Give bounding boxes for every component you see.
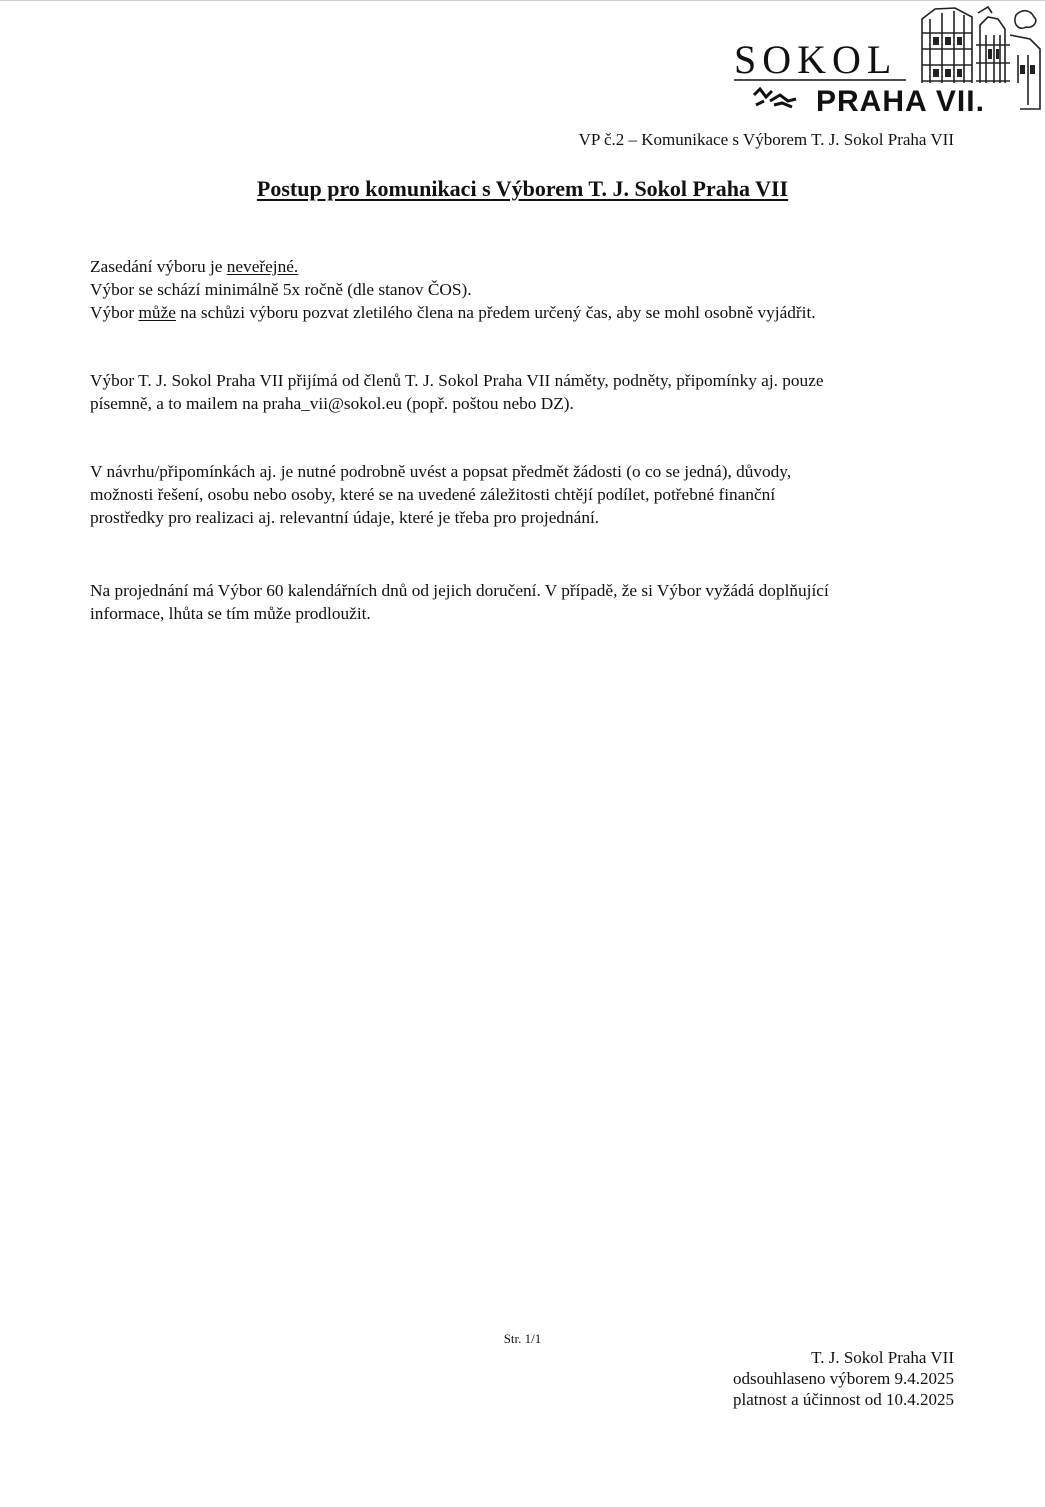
- document-reference: VP č.2 – Komunikace s Výborem T. J. Sokol Praha VII: [578, 130, 954, 149]
- invite-text-suffix: na schůzi výboru pozvat zletilého člena na předem určený čas, aby se mohl osobně vyjádřit.: [175, 303, 816, 322]
- sokol-logo-graphic: [730, 5, 1045, 117]
- document-title: Postup pro komunikaci s Výborem T. J. Sokol Praha VII: [256, 176, 789, 201]
- section-deadline-line-2: informace, lhůta se tím může prodloužit.: [90, 604, 371, 623]
- section-requirements-line-1: V návrhu/připomínkách aj. je nutné podrobně uvést a popsat předmět žádosti (o co se jedná), důvody,: [90, 462, 792, 481]
- footer-validity-date: platnost a účinnost od 10.4.2025: [733, 1390, 954, 1409]
- svg-text:PRAHA VII.: PRAHA VII.: [816, 85, 985, 117]
- section-submissions-line-1: Výbor T. J. Sokol Praha VII přijímá od členů T. J. Sokol Praha VII náměty, podněty, připomínky aj. pouze: [90, 371, 824, 390]
- section-meetings-line-2: Výbor se schází minimálně 5x ročně (dle stanov ČOS).: [90, 280, 472, 299]
- footer-approval: [733, 1347, 954, 1410]
- invite-text-prefix: Výbor: [90, 303, 139, 322]
- footer-organization: T. J. Sokol Praha VII: [811, 1348, 954, 1367]
- meetings-nonpublic-emphasis: neveřejné.: [226, 257, 299, 276]
- section-requirements-line-2: možnosti řešení, osobu nebo osoby, které se na uvedené záležitosti chtějí podílet, potřebné finanční: [90, 485, 776, 504]
- sokol-logo: [730, 5, 1045, 117]
- page-number: Str. 1/1: [503, 1331, 542, 1346]
- section-meetings-line-1: [90, 255, 970, 278]
- section-meetings-line-3: [90, 301, 970, 324]
- section-submissions-line-2: písemně, a to mailem na praha_vii@sokol.eu (popř. poštou nebo DZ).: [90, 394, 574, 413]
- section-requirements-line-3: prostředky pro realizaci aj. relevantní údaje, které je třeba pro projednání.: [90, 508, 600, 527]
- section-submissions: [90, 369, 970, 415]
- section-deadline: [90, 579, 970, 625]
- meetings-text: Zasedání výboru je: [90, 257, 227, 276]
- section-requirements: [90, 460, 970, 529]
- section-deadline-line-1: Na projednání má Výbor 60 kalendářních dnů od jejich doručení. V případě, že si Výbor vyžádá doplňující: [90, 581, 829, 600]
- svg-text:SOKOL: SOKOL: [734, 37, 898, 82]
- section-meetings: [90, 255, 970, 324]
- invite-may-emphasis: může: [138, 303, 176, 322]
- footer-approved-date: odsouhlaseno výborem 9.4.2025: [733, 1369, 954, 1388]
